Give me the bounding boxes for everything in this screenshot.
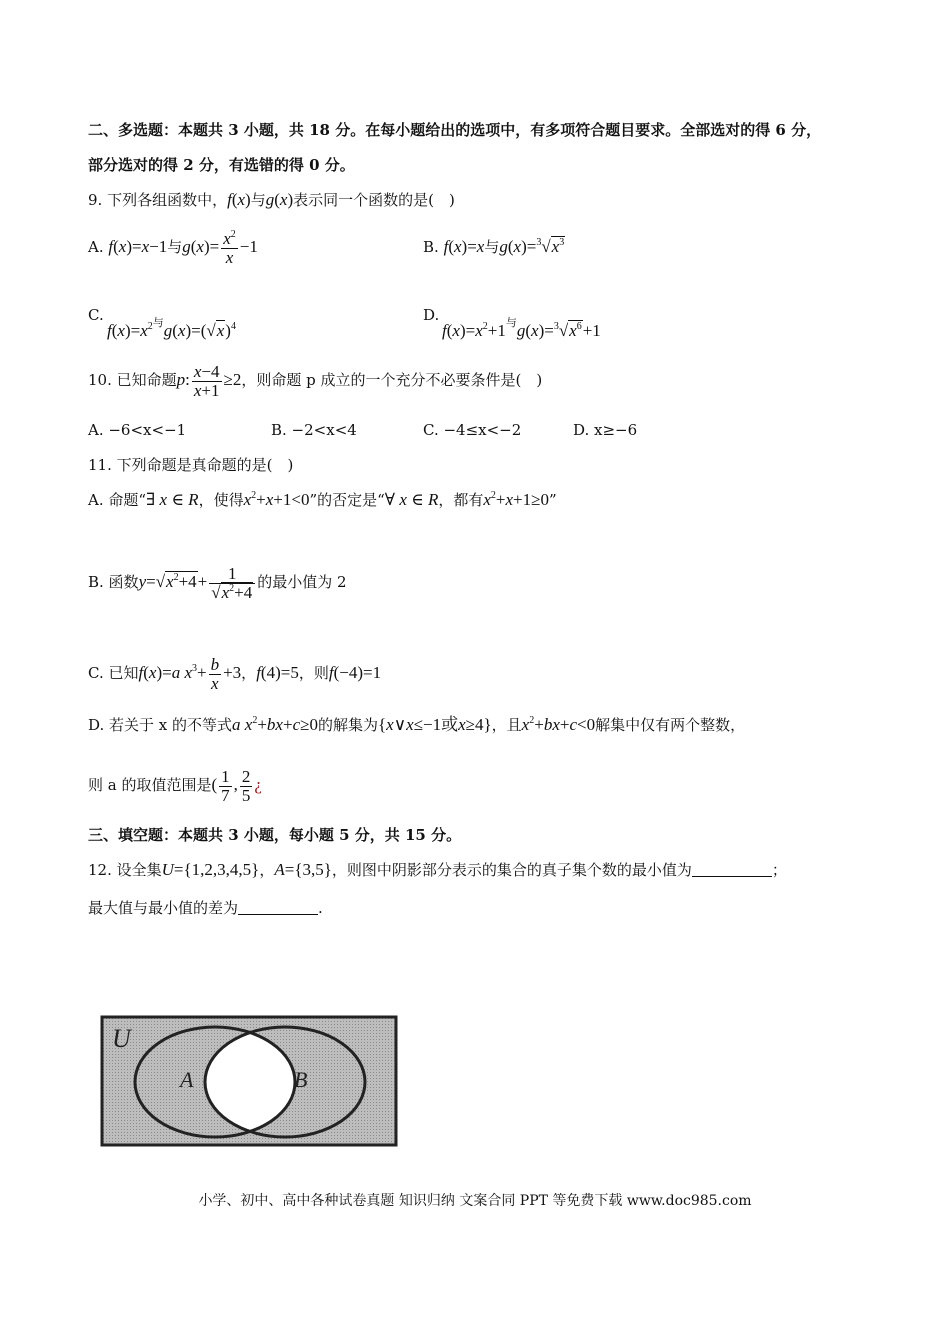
page-footer: 小学、初中、高中各种试卷真题 知识归纳 文案合同 PPT 等免费下载 www.doc985.com: [198, 1193, 752, 1209]
label-u: U: [112, 1024, 131, 1053]
question-10-stem: 10. 已知命题p: $\frac{x-4}{x+1}$ ≥2，则命题 p 成立的一个充分不必要条件是( ): [88, 361, 543, 400]
section-2-heading-line2: 部分选对的得 2 分，有选错的得 0 分。: [88, 156, 355, 174]
question-9-option-d-expr: $f(x)=x^2+1^与g(x)=^3√x^6+1$: [442, 316, 601, 340]
question-10-option-d: D. x≥−6: [573, 421, 638, 439]
question-11-option-d-line2: 则 a 的取值范围是( $\frac{1}{7}$ , $\frac{2}{5}$ ¿: [88, 766, 262, 805]
question-10-option-b: B. −2<x<4: [271, 421, 357, 439]
question-9-option-d: D.: [423, 306, 440, 324]
answer-blank-2[interactable]: [238, 900, 318, 915]
venn-diagram: [100, 1015, 400, 1150]
question-11-option-a: A. 命题“∃ x ∈ R，使得$x^2+x+1<0$”的否定是“∀ x ∈ R，都有$x^2+x+1\ge 0$”: [88, 490, 557, 509]
question-11-option-d: D. 若关于 x 的不等式a $x^2+bx+c\ge 0$的解集为{x∨x≤−1或x≥4}，且$x^2+bx+c<0$解集中仅有两个整数，: [88, 715, 746, 734]
question-11-option-c: C. 已知f(x)=a $x^3+$ $\frac{b}{x}$ +3，f(4)=5，则f(−4)=1: [88, 654, 382, 693]
question-9-stem: 9. 下列各组函数中，f(x)与g(x)表示同一个函数的是( ): [88, 190, 455, 209]
label-b: B: [294, 1067, 308, 1092]
question-9-option-a: A. f(x)=x−1与g(x)= $\frac{x^2}{x}$ −1: [88, 228, 258, 267]
question-9-option-b: B. f(x)=x与$g(x)=^3√x^3$: [423, 237, 565, 256]
section-3-heading: 三、填空题：本题共 3 小题，每小题 5 分，共 15 分。: [88, 826, 462, 844]
question-12-line2: 最大值与最小值的差为 .: [88, 899, 323, 917]
question-10-option-a: A. −6<x<−1: [88, 421, 187, 439]
question-9-option-c-expr: $f(x)=x^{2与}g(x)=(√x)^4$: [107, 316, 236, 340]
question-10-option-c: C. −4≤x<−2: [423, 421, 522, 439]
section-2-heading-line1: 二、多选题：本题共 3 小题，共 18 分。在每小题给出的选项中，有多项符合题目要求。全部选对的得 6 分，: [88, 121, 822, 139]
question-12-stem: 12. 设全集U={1,2,3,4,5}，A={3,5}，则图中阴影部分表示的集合的真子集个数的最小值为 ；: [88, 860, 787, 879]
question-11-option-b: B. 函数$y=√x^2+4+$ $\frac{1}{√x^2+4}$ 的最小值为 2: [88, 563, 347, 602]
label-a: A: [180, 1067, 194, 1092]
answer-blank-1[interactable]: [692, 862, 772, 877]
question-11-stem: 11. 下列命题是真命题的是( ): [88, 456, 294, 474]
question-9-option-c: C.: [88, 306, 104, 324]
